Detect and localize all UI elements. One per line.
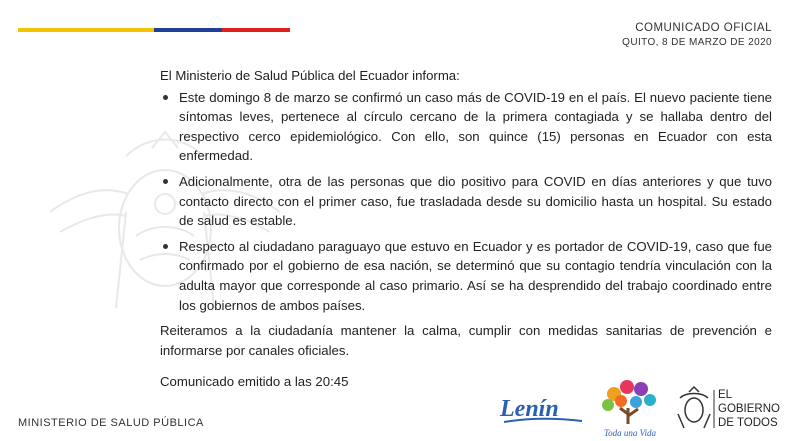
flag-stripe-yellow <box>18 28 154 32</box>
header <box>622 22 772 48</box>
gov-text-line-1: EL <box>718 389 733 401</box>
communique-date: QUITO, 8 DE MARZO DE 2020 <box>622 37 772 48</box>
bullet-icon <box>163 95 168 100</box>
bullet-text: Este domingo 8 de marzo se confirmó un caso más de COVID-19 en el país. El nuevo paciente tiene síntomas leves, pertenece al círculo cercano de la primera contagiada y se hallaba dentro del respectivo cerco epidemiológico. Con ello, son quince (15) personas en Ecuador con esta enfermedad. <box>179 89 772 164</box>
flag-stripe-blue <box>154 28 222 32</box>
gobierno-de-todos-logo <box>676 384 786 432</box>
toda-una-vida-text: Toda una Vida <box>603 428 657 438</box>
emitted-time: Comunicado emitido a las 20:45 <box>160 374 349 390</box>
bullet-text: Respecto al ciudadano paraguayo que estuvo en Ecuador y es portador de COVID-19, caso que fue confirmado por el gobierno de esa nación, se determinó que su contagio tendría vinculación con la adulta mayor que corresponde al caso primario. Así se ha desprendido del trabajo coordinado entre los gobiernos de ambos países. <box>179 238 772 313</box>
intro-text: El Ministerio de Salud Pública del Ecuador informa: <box>160 68 460 83</box>
flag-stripe-red <box>222 28 290 32</box>
tree-of-life-icon <box>594 378 666 440</box>
bullet-text: Adicionalmente, otra de las personas que dio positivo para COVID en días anteriores y que tuvo contacto directo con el primer caso, fue trasladada desde su domicilio hasta un hospital. Su estado de salud es estable. <box>179 173 772 229</box>
list-item <box>160 88 772 166</box>
gov-text-line-2: GOBIERNO <box>718 403 780 415</box>
gov-coat-of-arms-icon <box>678 387 710 428</box>
closing-text: Reiteramos a la ciudadanía mantener la calma, cumplir con medidas sanitarias de prevención e informarse por canales oficiales. <box>160 323 772 358</box>
bullet-icon <box>163 244 168 249</box>
list-item <box>160 237 772 315</box>
list-item <box>160 172 772 231</box>
lenin-logo <box>498 392 586 426</box>
communique-body <box>160 66 772 392</box>
ministry-name: MINISTERIO DE SALUD PÚBLICA <box>18 417 204 429</box>
gov-text-line-3: DE TODOS <box>718 417 778 429</box>
lenin-logo-text: Lenín <box>500 396 559 422</box>
communique-title: COMUNICADO OFICIAL <box>635 22 772 34</box>
bullet-list <box>160 88 772 316</box>
bullet-icon <box>163 179 168 184</box>
